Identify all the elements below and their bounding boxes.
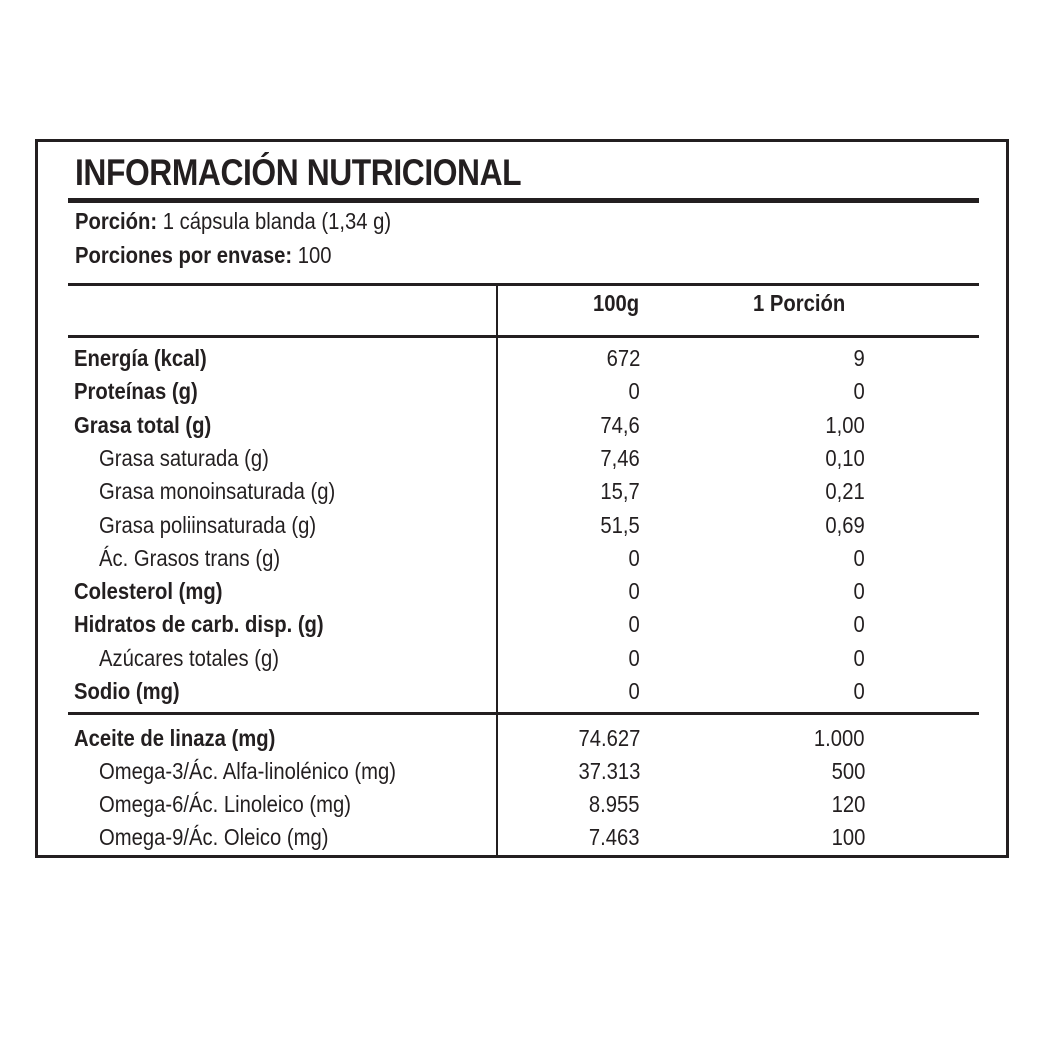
serving-divider: [68, 283, 979, 286]
nutrient-label: Hidratos de carb. disp. (g): [74, 611, 324, 638]
nutrient-label: Sodio (mg): [74, 678, 180, 704]
value-per-100g: [520, 545, 640, 572]
value-per-100g: [520, 611, 640, 638]
value-per-100g-text: 672: [606, 345, 640, 371]
nutrient-label: Colesterol (mg): [74, 578, 223, 605]
value-per-serving: [745, 545, 865, 572]
value-per-100g-text: 7,46: [600, 444, 640, 471]
title-divider: [68, 198, 979, 203]
nutrient-label: Aceite de linaza (mg): [74, 725, 276, 751]
value-per-serving-text: 1,00: [825, 411, 865, 438]
header-divider: [68, 335, 979, 338]
value-per-100g-text: 37.313: [578, 758, 640, 784]
value-per-serving-text: 9: [853, 345, 865, 371]
value-per-serving: [745, 478, 865, 505]
nutrient-label: Grasa monoinsaturada (g): [99, 478, 336, 505]
serving-size: [75, 208, 391, 235]
table-row: [38, 791, 1012, 824]
value-per-100g: [520, 378, 640, 405]
value-per-serving-text: 0: [853, 678, 865, 704]
value-per-serving: [745, 412, 865, 439]
value-per-100g: [520, 791, 640, 818]
value-per-100g: [520, 824, 640, 851]
value-per-serving: [745, 611, 865, 638]
value-per-100g: [520, 725, 640, 752]
column-header-100g: 100g: [593, 290, 640, 316]
value-per-serving: [745, 445, 865, 472]
nutrient-label: Azúcares totales (g): [99, 644, 279, 671]
value-per-100g-text: 8.955: [589, 791, 640, 817]
value-per-100g-text: 51,5: [600, 511, 640, 538]
nutrient-label: Grasa poliinsaturada (g): [99, 511, 317, 538]
value-per-serving: [745, 578, 865, 605]
value-per-serving: [745, 645, 865, 672]
table-row: [38, 512, 1012, 545]
value-per-serving-text: 0: [853, 544, 865, 571]
table-row: [38, 725, 1012, 758]
value-per-100g-text: 0: [628, 578, 640, 605]
value-per-serving: [745, 725, 865, 752]
value-per-100g: [520, 678, 640, 705]
value-per-serving: [745, 512, 865, 539]
serving-size-value: 1 cápsula blanda (1,34 g): [157, 208, 392, 234]
value-per-100g: [520, 645, 640, 672]
value-per-100g-text: 74,6: [600, 411, 640, 438]
serving-size-label: Porción:: [75, 208, 158, 234]
value-per-100g: [520, 445, 640, 472]
value-per-serving-text: 500: [831, 758, 865, 784]
table-row: [38, 378, 1012, 411]
value-per-serving: [745, 824, 865, 851]
servings-per-container-label: Porciones por envase:: [75, 242, 293, 268]
value-per-100g-text: 15,7: [600, 478, 640, 505]
panel-title: INFORMACIÓN NUTRICIONAL: [75, 152, 522, 193]
value-per-serving-text: 0: [853, 644, 865, 671]
value-per-100g: [520, 758, 640, 785]
table-row: [38, 478, 1012, 511]
value-per-serving-text: 0,69: [825, 511, 865, 538]
value-per-serving-text: 1.000: [814, 725, 865, 751]
value-per-100g: [520, 345, 640, 372]
value-per-serving: [745, 678, 865, 705]
value-per-100g-text: 0: [628, 544, 640, 571]
table-row: [38, 345, 1012, 378]
value-per-serving-text: 0: [853, 378, 865, 405]
value-per-100g-text: 7.463: [589, 824, 640, 850]
nutrient-label: Omega-9/Ác. Oleico (mg): [99, 824, 329, 850]
value-per-100g-text: 0: [628, 611, 640, 638]
table-row: [38, 824, 1012, 857]
nutrient-label: Grasa total (g): [74, 411, 212, 438]
value-per-serving-text: 0: [853, 611, 865, 638]
table-row: [38, 611, 1012, 644]
nutrient-label: Omega-6/Ác. Linoleico (mg): [99, 791, 351, 817]
table-row: [38, 678, 1012, 711]
value-per-100g: [520, 578, 640, 605]
value-per-serving-text: 0: [853, 578, 865, 605]
nutrient-label: Omega-3/Ác. Alfa-linolénico (mg): [99, 758, 396, 784]
value-per-100g-text: 0: [628, 678, 640, 704]
value-per-100g-text: 0: [628, 378, 640, 405]
section-divider: [68, 712, 979, 715]
table-row: [38, 445, 1012, 478]
servings-per-container-value: 100: [292, 242, 332, 268]
value-per-100g: [520, 412, 640, 439]
value-per-serving: [745, 791, 865, 818]
table-row: [38, 545, 1012, 578]
value-per-serving-text: 120: [831, 791, 865, 817]
nutrient-label: Proteínas (g): [74, 378, 198, 405]
table-row: [38, 645, 1012, 678]
value-per-100g: [520, 478, 640, 505]
value-per-100g: [520, 512, 640, 539]
nutrient-label: Grasa saturada (g): [99, 444, 269, 471]
servings-per-container: [75, 242, 331, 269]
value-per-serving-text: 0,21: [825, 478, 865, 505]
table-row: [38, 758, 1012, 791]
value-per-serving-text: 0,10: [825, 444, 865, 471]
table-row: [38, 578, 1012, 611]
value-per-100g-text: 74.627: [578, 725, 640, 751]
nutrition-facts-panel: [35, 139, 1009, 858]
value-per-serving: [745, 378, 865, 405]
value-per-serving: [745, 345, 865, 372]
column-header-serving: 1 Porción: [753, 290, 846, 316]
value-per-100g-text: 0: [628, 644, 640, 671]
value-per-serving: [745, 758, 865, 785]
table-row: [38, 412, 1012, 445]
value-per-serving-text: 100: [831, 824, 865, 850]
nutrient-label: Ác. Grasos trans (g): [99, 544, 281, 571]
nutrient-label: Energía (kcal): [74, 345, 207, 371]
